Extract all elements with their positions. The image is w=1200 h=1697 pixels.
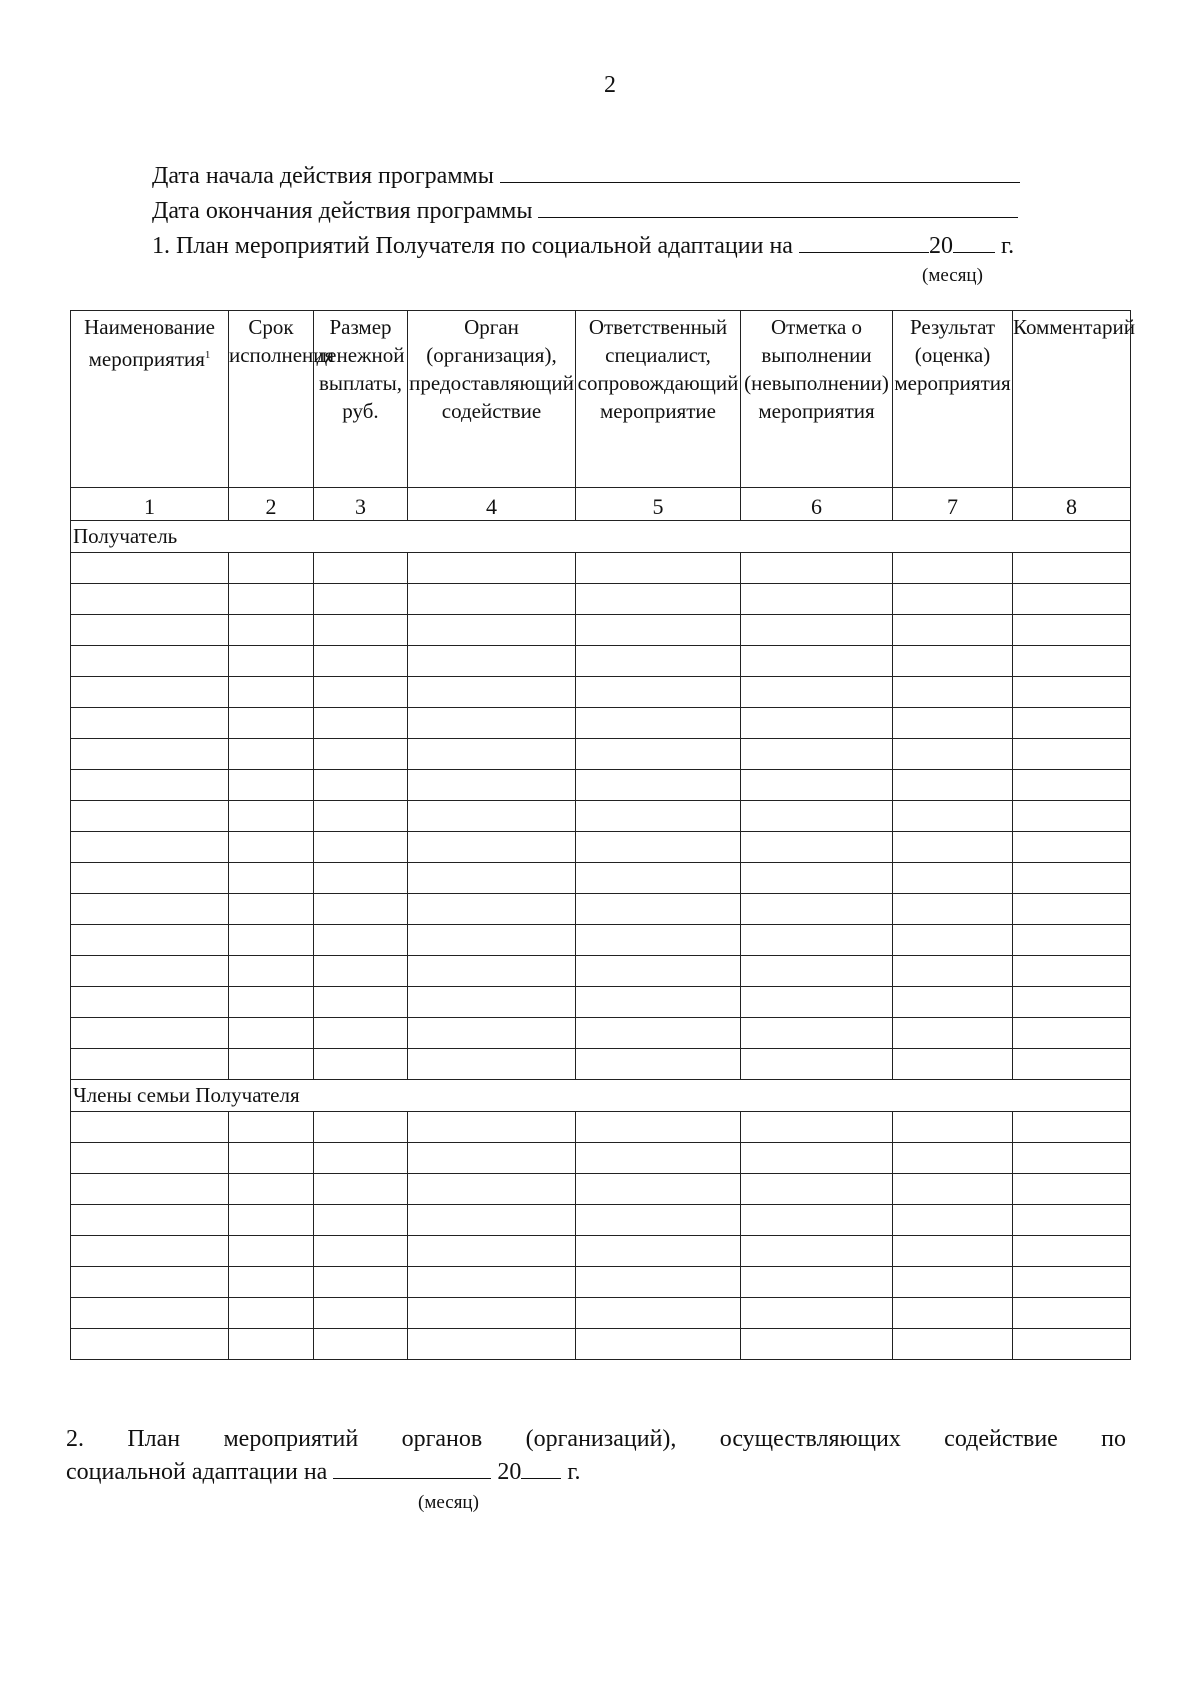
table-cell[interactable]	[314, 739, 408, 770]
table-cell[interactable]	[576, 584, 741, 615]
table-cell[interactable]	[229, 925, 314, 956]
table-cell[interactable]	[71, 584, 229, 615]
table-cell[interactable]	[408, 553, 576, 584]
table-cell[interactable]	[741, 708, 893, 739]
table-cell[interactable]	[893, 1143, 1013, 1174]
col-number-4: 4	[408, 488, 576, 521]
table-cell[interactable]	[576, 925, 741, 956]
table-cell[interactable]	[314, 1298, 408, 1329]
table-row	[71, 956, 1131, 987]
table-row	[71, 1236, 1131, 1267]
table-cell[interactable]	[1013, 770, 1131, 801]
col-number-8: 8	[1013, 488, 1131, 521]
table-cell[interactable]	[408, 646, 576, 677]
col-header-6: Отметка о выполнении (невыполнении) мероприятия	[741, 311, 893, 488]
table-cell[interactable]	[576, 1267, 741, 1298]
table-cell[interactable]	[741, 1205, 893, 1236]
table-cell[interactable]	[741, 894, 893, 925]
table-row	[71, 1205, 1131, 1236]
table-cell[interactable]	[1013, 739, 1131, 770]
table-cell[interactable]	[229, 1236, 314, 1267]
table-cell[interactable]	[314, 615, 408, 646]
col-number-3: 3	[314, 488, 408, 521]
table-row	[71, 615, 1131, 646]
table-cell[interactable]	[576, 615, 741, 646]
table-cell[interactable]	[741, 1267, 893, 1298]
table-cell[interactable]	[893, 677, 1013, 708]
plan2-paragraph	[66, 1423, 1126, 1489]
table-cell[interactable]	[893, 801, 1013, 832]
table-cell[interactable]	[1013, 615, 1131, 646]
table-cell[interactable]	[71, 708, 229, 739]
table-cell[interactable]	[741, 1236, 893, 1267]
table-cell[interactable]	[1013, 1112, 1131, 1143]
plan2-line2-prefix: социальной адаптации на	[66, 1459, 328, 1485]
table-row	[71, 677, 1131, 708]
table-cell[interactable]	[71, 894, 229, 925]
table-cell[interactable]	[1013, 1049, 1131, 1080]
table-cell[interactable]	[229, 739, 314, 770]
end-date-line	[152, 195, 1018, 225]
table-cell[interactable]	[71, 1143, 229, 1174]
table-cell[interactable]	[893, 1298, 1013, 1329]
col-header-5: Ответственный специалист, сопровождающий мероприятие	[576, 311, 741, 488]
table-cell[interactable]	[576, 1298, 741, 1329]
table-cell[interactable]	[408, 1174, 576, 1205]
table-cell[interactable]	[576, 987, 741, 1018]
table-cell[interactable]	[408, 832, 576, 863]
table-cell[interactable]	[314, 553, 408, 584]
section-recipient-label: Получатель	[71, 521, 1131, 553]
table-cell[interactable]	[741, 677, 893, 708]
table-cell[interactable]	[741, 1298, 893, 1329]
table-cell[interactable]	[408, 615, 576, 646]
plan1-title: 1. План мероприятий Получателя по социальной адаптации на	[152, 233, 793, 259]
table-cell[interactable]	[576, 1112, 741, 1143]
table-cell[interactable]	[1013, 1174, 1131, 1205]
table-cell[interactable]	[576, 1205, 741, 1236]
table-cell[interactable]	[229, 1205, 314, 1236]
plan2-year-field[interactable]	[521, 1456, 561, 1479]
table-cell[interactable]	[893, 1267, 1013, 1298]
table-row	[71, 1143, 1131, 1174]
table-cell[interactable]	[741, 1329, 893, 1360]
table-cell[interactable]	[314, 863, 408, 894]
table-cell[interactable]	[893, 1236, 1013, 1267]
table-cell[interactable]	[741, 770, 893, 801]
table-row	[71, 708, 1131, 739]
table-cell[interactable]	[1013, 677, 1131, 708]
table-cell[interactable]	[408, 956, 576, 987]
col-number-1: 1	[71, 488, 229, 521]
table-cell[interactable]	[893, 708, 1013, 739]
table-cell[interactable]	[314, 1049, 408, 1080]
table-cell[interactable]	[576, 801, 741, 832]
table-cell[interactable]	[314, 770, 408, 801]
table-cell[interactable]	[314, 987, 408, 1018]
table-cell[interactable]	[741, 801, 893, 832]
table-cell[interactable]	[1013, 1018, 1131, 1049]
col-header-7: Результат (оценка) мероприятия	[893, 311, 1013, 488]
table-cell[interactable]	[314, 1236, 408, 1267]
table-cell[interactable]	[1013, 894, 1131, 925]
table-cell[interactable]	[1013, 584, 1131, 615]
table-cell[interactable]	[229, 770, 314, 801]
table-cell[interactable]	[576, 677, 741, 708]
table-cell[interactable]	[741, 956, 893, 987]
plan1-table	[70, 310, 1135, 1360]
table-cell[interactable]	[408, 863, 576, 894]
table-cell[interactable]	[408, 1267, 576, 1298]
table-cell[interactable]	[741, 1174, 893, 1205]
plan1-month-caption: (месяц)	[922, 265, 983, 286]
table-cell[interactable]	[576, 739, 741, 770]
table-cell[interactable]	[71, 1174, 229, 1205]
table-cell[interactable]	[893, 1205, 1013, 1236]
table-cell[interactable]	[314, 1329, 408, 1360]
table-cell[interactable]	[1013, 1267, 1131, 1298]
table-cell[interactable]	[741, 832, 893, 863]
table-cell[interactable]	[229, 1018, 314, 1049]
table-cell[interactable]	[893, 584, 1013, 615]
table-cell[interactable]	[576, 708, 741, 739]
table-cell[interactable]	[229, 1298, 314, 1329]
table-cell[interactable]	[314, 1174, 408, 1205]
start-date-field[interactable]	[500, 160, 1020, 183]
table-cell[interactable]	[229, 584, 314, 615]
table-cell[interactable]	[741, 739, 893, 770]
table-cell[interactable]	[893, 894, 1013, 925]
table-row	[71, 770, 1131, 801]
table-cell[interactable]	[229, 1329, 314, 1360]
table-row	[71, 646, 1131, 677]
table-cell[interactable]	[71, 1018, 229, 1049]
table-header-row	[71, 311, 1131, 488]
col-number-5: 5	[576, 488, 741, 521]
table-cell[interactable]	[71, 1205, 229, 1236]
col-header-4: Орган (организация), предоставляющий содействие	[408, 311, 576, 488]
table-cell[interactable]	[576, 832, 741, 863]
table-cell[interactable]	[1013, 646, 1131, 677]
table-cell[interactable]	[71, 739, 229, 770]
table-cell[interactable]	[893, 863, 1013, 894]
table-cell[interactable]	[893, 1112, 1013, 1143]
table-cell[interactable]	[893, 770, 1013, 801]
table-cell[interactable]	[71, 677, 229, 708]
table-cell[interactable]	[893, 553, 1013, 584]
table-cell[interactable]	[408, 677, 576, 708]
table-cell[interactable]	[576, 1329, 741, 1360]
table-cell[interactable]	[408, 1329, 576, 1360]
section-recipient-row	[71, 521, 1131, 553]
table-cell[interactable]	[71, 553, 229, 584]
table-cell[interactable]	[893, 1018, 1013, 1049]
table-cell[interactable]	[576, 894, 741, 925]
table-cell[interactable]	[229, 677, 314, 708]
table-cell[interactable]	[229, 1112, 314, 1143]
plan2-line1: 2. План мероприятий органов (организаций), осуществляющих содействие по	[66, 1426, 1126, 1452]
col-header-2: Срок исполнения	[229, 311, 314, 488]
table-cell[interactable]	[576, 956, 741, 987]
table-cell[interactable]	[1013, 956, 1131, 987]
plan1-year-prefix: 20	[928, 233, 953, 259]
start-date-line	[152, 160, 1020, 190]
page-number: 2	[604, 72, 616, 98]
table-cell[interactable]	[893, 1174, 1013, 1205]
table-cell[interactable]	[1013, 1298, 1131, 1329]
table-cell[interactable]	[71, 615, 229, 646]
table-cell[interactable]	[1013, 708, 1131, 739]
plan1-year-field[interactable]	[953, 230, 995, 253]
table-cell[interactable]	[314, 584, 408, 615]
table-cell[interactable]	[893, 615, 1013, 646]
table-cell[interactable]	[1013, 1329, 1131, 1360]
table-cell[interactable]	[408, 584, 576, 615]
table-cell[interactable]	[71, 956, 229, 987]
table-cell[interactable]	[71, 1298, 229, 1329]
table-cell[interactable]	[408, 987, 576, 1018]
table-cell[interactable]	[576, 1174, 741, 1205]
table-cell[interactable]	[576, 1049, 741, 1080]
col-number-7: 7	[893, 488, 1013, 521]
table-cell[interactable]	[229, 956, 314, 987]
table-cell[interactable]	[576, 646, 741, 677]
table-cell[interactable]	[1013, 801, 1131, 832]
footnote-mark: 1	[204, 349, 211, 361]
table-cell[interactable]	[741, 1049, 893, 1080]
table-cell[interactable]	[408, 1018, 576, 1049]
table-cell[interactable]	[741, 863, 893, 894]
table-cell[interactable]	[229, 801, 314, 832]
table-cell[interactable]	[576, 1143, 741, 1174]
col-header-8: Комментарий	[1013, 311, 1131, 488]
table-cell[interactable]	[893, 832, 1013, 863]
table-cell[interactable]	[408, 1049, 576, 1080]
end-date-label: Дата окончания действия программы	[152, 198, 533, 224]
table-cell[interactable]	[229, 1267, 314, 1298]
start-date-label: Дата начала действия программы	[152, 163, 494, 189]
col-number-6: 6	[741, 488, 893, 521]
table-cell[interactable]	[408, 1205, 576, 1236]
col-header-1: Наименование мероприятия$^1$	[71, 311, 229, 488]
table-cell[interactable]	[1013, 1236, 1131, 1267]
table-cell[interactable]	[741, 553, 893, 584]
table-cell[interactable]	[741, 1018, 893, 1049]
plan2-month-caption: (месяц)	[418, 1492, 479, 1513]
table-row	[71, 1049, 1131, 1080]
table-row	[71, 584, 1131, 615]
table-row	[71, 1329, 1131, 1360]
table-cell[interactable]	[1013, 925, 1131, 956]
table-row	[71, 925, 1131, 956]
table-row	[71, 832, 1131, 863]
table-cell[interactable]	[893, 925, 1013, 956]
table-cell[interactable]	[576, 1236, 741, 1267]
table-row	[71, 987, 1131, 1018]
table-cell[interactable]	[408, 801, 576, 832]
table-cell[interactable]	[408, 770, 576, 801]
table-cell[interactable]	[314, 1112, 408, 1143]
table-row	[71, 553, 1131, 584]
table-cell[interactable]	[893, 987, 1013, 1018]
plan1-title-line	[152, 230, 1014, 260]
end-date-field[interactable]	[538, 195, 1018, 218]
table-cell[interactable]	[229, 1049, 314, 1080]
table-row	[71, 1112, 1131, 1143]
table-cell[interactable]	[314, 646, 408, 677]
table-cell[interactable]	[408, 1143, 576, 1174]
table-cell[interactable]	[741, 584, 893, 615]
table-cell[interactable]	[229, 987, 314, 1018]
table-cell[interactable]	[229, 832, 314, 863]
table-cell[interactable]	[1013, 863, 1131, 894]
column-number-row	[71, 488, 1131, 521]
table-cell[interactable]	[408, 1112, 576, 1143]
table-cell[interactable]	[741, 646, 893, 677]
table-cell[interactable]	[576, 1018, 741, 1049]
table-cell[interactable]	[408, 894, 576, 925]
table-row	[71, 1298, 1131, 1329]
table-cell[interactable]	[229, 708, 314, 739]
table-cell[interactable]	[314, 801, 408, 832]
table-cell[interactable]	[408, 708, 576, 739]
table-cell[interactable]	[576, 770, 741, 801]
table-cell[interactable]	[229, 1174, 314, 1205]
table-cell[interactable]	[893, 956, 1013, 987]
col-number-2: 2	[229, 488, 314, 521]
table-cell[interactable]	[576, 553, 741, 584]
table-cell[interactable]	[229, 1143, 314, 1174]
table-cell[interactable]	[229, 615, 314, 646]
plan1-month-field[interactable]	[799, 230, 929, 253]
table-cell[interactable]	[408, 1236, 576, 1267]
table-cell[interactable]	[229, 553, 314, 584]
table-cell[interactable]	[71, 925, 229, 956]
table-cell[interactable]	[576, 863, 741, 894]
table-cell[interactable]	[314, 832, 408, 863]
table-cell[interactable]	[71, 801, 229, 832]
table-cell[interactable]	[893, 646, 1013, 677]
table-cell[interactable]	[1013, 1143, 1131, 1174]
table-cell[interactable]	[229, 863, 314, 894]
section-family-label: Члены семьи Получателя	[71, 1080, 1131, 1112]
table-cell[interactable]	[408, 1298, 576, 1329]
table-cell[interactable]	[741, 615, 893, 646]
table-cell[interactable]	[1013, 832, 1131, 863]
table-cell[interactable]	[741, 1112, 893, 1143]
table-cell[interactable]	[314, 925, 408, 956]
table-cell[interactable]	[1013, 1205, 1131, 1236]
table-cell[interactable]	[71, 770, 229, 801]
table-cell[interactable]	[741, 987, 893, 1018]
table-cell[interactable]	[314, 1267, 408, 1298]
table-cell[interactable]	[71, 1236, 229, 1267]
table-row	[71, 739, 1131, 770]
table-cell[interactable]	[741, 1143, 893, 1174]
table-row	[71, 1018, 1131, 1049]
col-header-3: Размер денежной выплаты, руб.	[314, 311, 408, 488]
table-cell[interactable]	[71, 1329, 229, 1360]
plan2-month-field[interactable]	[333, 1456, 491, 1479]
table-cell[interactable]	[71, 832, 229, 863]
table-cell[interactable]	[314, 1205, 408, 1236]
table-row	[71, 863, 1131, 894]
table-cell[interactable]	[71, 646, 229, 677]
table-cell[interactable]	[893, 739, 1013, 770]
table-cell[interactable]	[314, 1018, 408, 1049]
table-row	[71, 801, 1131, 832]
table-cell[interactable]	[314, 894, 408, 925]
table-cell[interactable]	[893, 1329, 1013, 1360]
table-cell[interactable]	[71, 987, 229, 1018]
table-row	[71, 1174, 1131, 1205]
table-cell[interactable]	[1013, 987, 1131, 1018]
table-cell[interactable]	[71, 863, 229, 894]
table-cell[interactable]	[314, 708, 408, 739]
table-cell[interactable]	[229, 646, 314, 677]
plan1-suffix: г.	[1000, 233, 1015, 259]
table-cell[interactable]	[741, 925, 893, 956]
table-cell[interactable]	[71, 1112, 229, 1143]
table-cell[interactable]	[229, 894, 314, 925]
table-row	[71, 1267, 1131, 1298]
table-cell[interactable]	[1013, 553, 1131, 584]
table-cell[interactable]	[314, 1143, 408, 1174]
plan2-suffix: г.	[567, 1459, 581, 1485]
table-cell[interactable]	[408, 925, 576, 956]
table-cell[interactable]	[71, 1267, 229, 1298]
table-cell[interactable]	[314, 677, 408, 708]
table-row	[71, 894, 1131, 925]
table-cell[interactable]	[408, 739, 576, 770]
table-cell[interactable]	[71, 1049, 229, 1080]
section-family-row	[71, 1080, 1131, 1112]
table-cell[interactable]	[314, 956, 408, 987]
table-cell[interactable]	[893, 1049, 1013, 1080]
plan2-year-prefix: 20	[497, 1459, 522, 1485]
